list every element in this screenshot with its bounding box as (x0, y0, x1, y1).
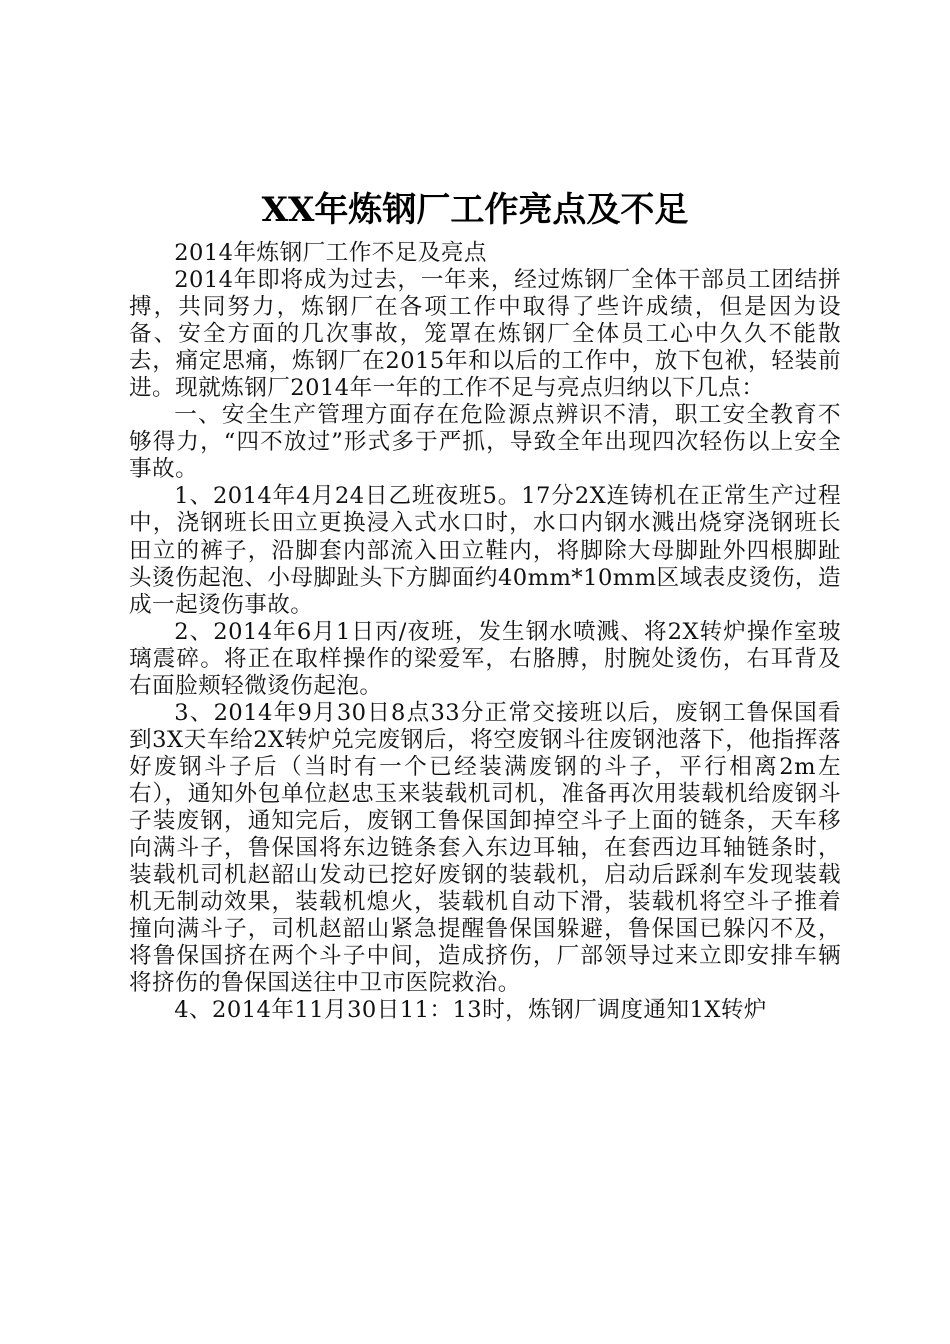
incident-three-paragraph: 3、2014年9月30日8点33分正常交接班以后，废钢工鲁保国看到3X天车给2X转炉兑完废钢后，将空废钢斗往废钢池落下，他指挥落好废钢斗子后（当时有一个已经装满废钢的斗子，平行相离2m左右），通知外包单位赵忠玉来装载机司机，准备再次用装载机给废钢斗子装废钢，通知完后，废钢工鲁保国卸掉空斗子上面的链条，天车移向满斗子，鲁保国将东边链条套入东边耳轴，在套西边耳轴链条时，装载机司机赵韶山发动已挖好废钢的装载机，启动后踩刹车发现装载机无制动效果，装载机熄火，装载机自动下滑，装载机将空斗子推着撞向满斗子，司机赵韶山紧急提醒鲁保国躲避，鲁保国已躲闪不及，将鲁保国挤在两个斗子中间，造成挤伤，厂部领导过来立即安排车辆将挤伤的鲁保国送往中卫市医院救治。 (129, 699, 841, 997)
document-title: XX年炼钢厂工作亮点及不足 (261, 190, 689, 230)
incident-four-paragraph: 4、2014年11月30日11：13时，炼钢厂调度通知1X转炉 (174, 997, 767, 1024)
subtitle-paragraph: 2014年炼钢厂工作不足及亮点 (174, 240, 487, 266)
intro-paragraph: 2014年即将成为过去，一年来，经过炼钢厂全体干部员工团结拼搏，共同努力，炼钢厂在各项工作中取得了些许成绩，但是因为设备、安全方面的几次事故，笼罩在炼钢厂全体员工心中久久不能散去，痛定思痛，炼钢厂在2015年和以后的工作中，放下包袱，轻装前进。现就炼钢厂2014年一年的工作不足与亮点归纳以下几点： (129, 267, 841, 402)
incident-two-paragraph: 2、2014年6月1日丙/夜班，发生钢水喷溅、将2X转炉操作室玻璃震碎。将正在取样操作的梁爱军，右胳膊，肘腕处烫伤，右耳背及右面脸颊轻微烫伤起泡。 (129, 618, 841, 699)
incident-one-paragraph: 1、2014年4月24日乙班夜班5。17分2X连铸机在正常生产过程中，浇钢班长田立更换浸入式水口时，水口内钢水溅出烧穿浇钢班长田立的裤子，沿脚套内部流入田立鞋内，将脚除大母脚趾外四根脚趾头烫伤起泡、小母脚趾头下方脚面约40mm*10mm区域表皮烫伤，造成一起烫伤事故。 (129, 483, 841, 618)
section-one-paragraph: 一、安全生产管理方面存在危险源点辨识不清，职工安全教育不够得力，“四不放过”形式多于严抓，导致全年出现四次轻伤以上安全事故。 (129, 402, 841, 483)
document-body (129, 240, 841, 1024)
